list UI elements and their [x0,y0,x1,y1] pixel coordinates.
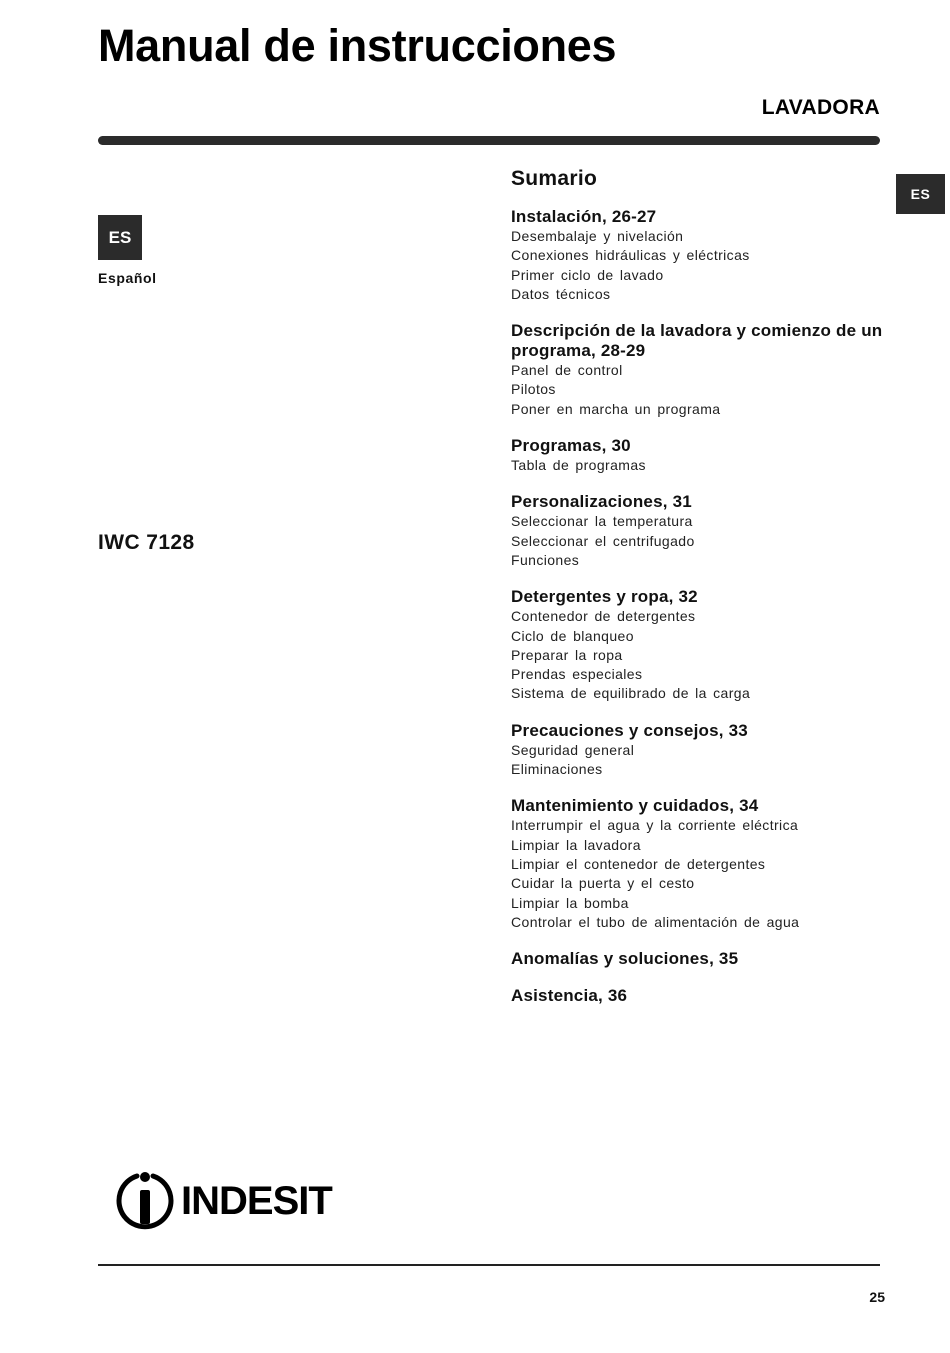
language-side-tab: ES [896,174,945,214]
toc-item: Controlar el tubo de alimentación de agua [511,913,800,930]
toc-item: Limpiar la bomba [511,894,629,911]
toc-item: Seleccionar el centrifugado [511,532,695,549]
toc-section [511,721,891,780]
toc-section-title: Mantenimiento y cuidados, 34 [511,796,759,816]
footer-divider [98,1264,880,1266]
page-number: 25 [869,1289,885,1305]
toc-item: Sistema de equilibrado de la carga [511,685,751,702]
brand-name: INDESIT [181,1178,332,1223]
toc-section [511,796,891,932]
toc-item: Panel de control [511,362,623,379]
toc-item: Seleccionar la temperatura [511,513,693,530]
toc-item: Contenedor de detergentes [511,608,696,625]
toc-section-title: Personalizaciones, 31 [511,492,692,512]
brand-logo [115,1170,332,1232]
toc-item: Conexiones hidráulicas y eléctricas [511,247,750,264]
indesit-emblem-icon [115,1170,175,1232]
toc-item: Eliminaciones [511,761,603,778]
toc-section-title: Precauciones y consejos, 33 [511,720,748,740]
toc-item: Limpiar el contenedor de detergentes [511,855,766,872]
toc-item: Seguridad general [511,741,635,758]
toc-section-title: Detergentes y ropa, 32 [511,587,698,607]
toc-section-title: Descripción de la lavadora y comienzo de un programa, 28-29 [511,321,883,361]
toc-item: Datos técnicos [511,285,611,302]
language-label: Español [98,270,157,286]
toc-item: Cuidar la puerta y el cesto [511,875,695,892]
toc-section-title: Instalación, 26-27 [511,207,657,226]
toc-section [511,207,891,304]
language-code-badge: ES [98,215,142,260]
toc-item: Tabla de programas [511,457,646,474]
toc-item: Primer ciclo de lavado [511,266,664,283]
toc-section [511,949,891,969]
toc-section-title: Anomalías y soluciones, 35 [511,949,739,969]
toc-item: Ciclo de blanqueo [511,627,634,644]
table-of-contents [511,167,891,1023]
toc-section [511,321,891,419]
toc-item: Pilotos [511,381,556,398]
page-title: Manual de instrucciones [98,20,617,71]
model-number: IWC 7128 [98,531,195,554]
header-divider [98,136,880,145]
toc-item: Desembalaje y nivelación [511,228,684,244]
toc-item: Interrumpir el agua y la corriente eléctrica [511,817,799,834]
toc-item: Funciones [511,551,580,568]
toc-item: Poner en marcha un programa [511,400,721,417]
toc-item: Prendas especiales [511,666,643,683]
toc-section [511,436,891,475]
toc-section [511,986,891,1006]
toc-heading: Sumario [511,167,598,190]
toc-section [511,492,891,570]
toc-item: Limpiar la lavadora [511,836,641,853]
toc-item: Preparar la ropa [511,646,623,663]
product-type: LAVADORA [761,96,880,119]
toc-sections [511,207,891,1006]
toc-section [511,587,891,703]
toc-section-title: Asistencia, 36 [511,986,628,1006]
toc-section-title: Programas, 30 [511,436,631,456]
